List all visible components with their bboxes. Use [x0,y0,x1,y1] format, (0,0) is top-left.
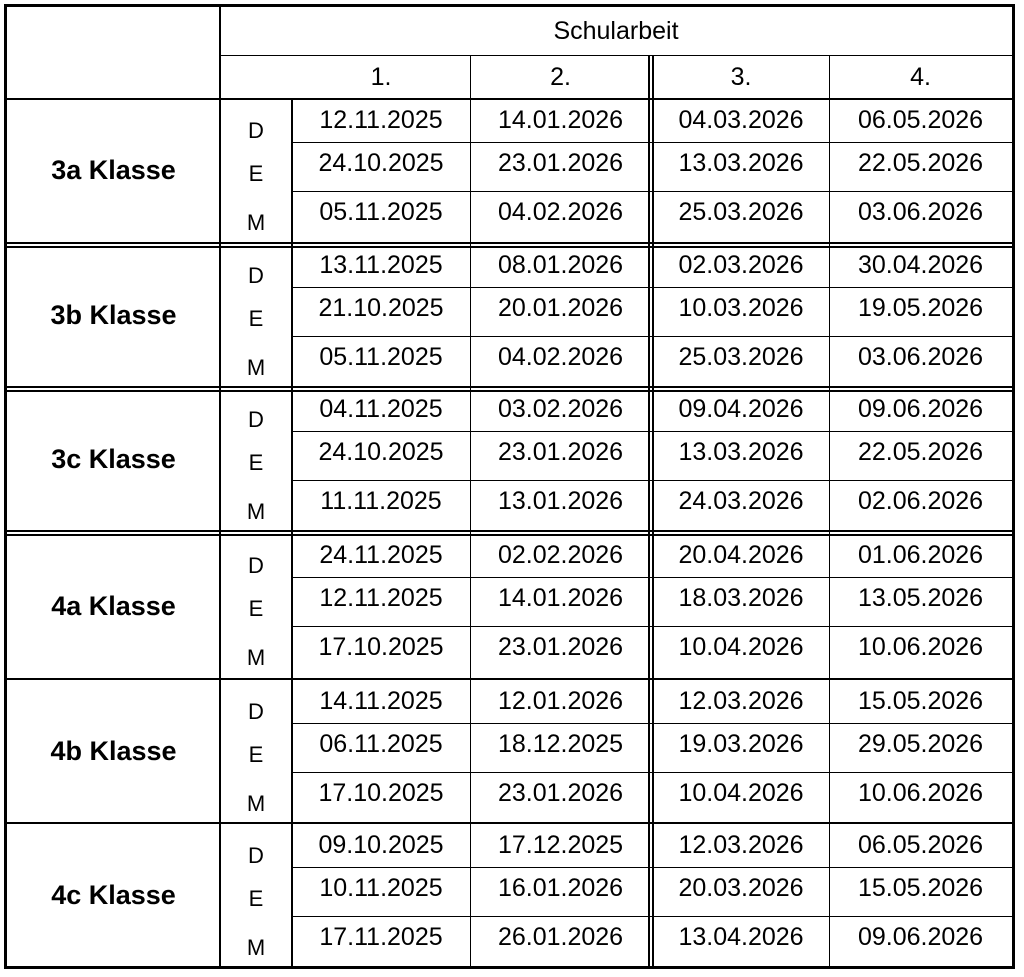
subject-label: M [246,499,266,524]
exam-date: 23.01.2026 [497,438,624,466]
class-name: 3b Klasse [50,299,177,330]
exam-date: 12.11.2025 [319,584,443,612]
exam-date: 12.01.2026 [497,687,624,715]
grid-line [291,99,293,966]
exam-date: 06.05.2026 [857,106,984,134]
exam-date: 23.01.2026 [497,633,624,661]
subject-label: E [248,450,264,475]
exam-date: 24.11.2025 [319,541,443,569]
grid-line [220,55,1012,56]
exam-date: 12.03.2026 [678,687,804,715]
exam-date: 16.01.2026 [497,874,624,902]
exam-date: 19.05.2026 [857,294,984,322]
exam-date: 18.12.2025 [497,730,624,758]
header-column-3: 3. [730,62,752,91]
exam-date: 20.01.2026 [497,294,624,322]
exam-date: 13.05.2026 [857,584,984,612]
exam-date: 17.12.2025 [497,831,624,859]
exam-date: 13.01.2026 [497,487,624,515]
subject-label: E [248,886,264,911]
exam-date: 03.06.2026 [857,343,984,371]
exam-date: 10.04.2026 [678,779,804,807]
exam-date: 24.10.2025 [318,438,444,466]
grid-line [652,55,654,966]
class-name: 4a Klasse [51,590,176,621]
subject-label: M [246,355,266,380]
exam-date: 01.06.2026 [857,541,984,569]
exam-date: 10.03.2026 [678,294,804,322]
class-name: 3c Klasse [51,443,176,474]
exam-date: 04.02.2026 [497,343,624,371]
header-title: Schularbeit [553,16,679,45]
subject-label: D [248,553,264,578]
subject-label: M [246,935,266,960]
exam-date: 14.01.2026 [497,584,624,612]
subject-label: D [248,699,264,724]
exam-date: 26.01.2026 [497,923,624,951]
grid-line [829,55,830,966]
exam-date: 15.05.2026 [857,687,984,715]
header-column-1: 1. [370,62,392,91]
exam-date: 24.10.2025 [318,149,444,177]
grid-line [4,4,7,969]
exam-date: 05.11.2025 [319,343,443,371]
exam-date: 20.03.2026 [678,874,804,902]
exam-date: 09.06.2026 [857,923,984,951]
subject-label: E [248,742,264,767]
exam-date: 30.04.2026 [857,251,984,279]
exam-date: 15.05.2026 [857,874,984,902]
exam-date: 06.11.2025 [319,730,443,758]
subject-label: M [246,210,266,235]
exam-date: 10.06.2026 [857,633,984,661]
exam-date: 13.04.2026 [678,923,804,951]
exam-date: 08.01.2026 [497,251,624,279]
exam-date: 10.04.2026 [678,633,804,661]
subject-label: M [246,791,266,816]
exam-date: 03.02.2026 [497,395,624,423]
subject-label: E [248,161,264,186]
exam-date: 10.11.2025 [319,874,443,902]
subject-label: D [248,118,264,143]
class-name: 4b Klasse [50,735,177,766]
grid-line [7,98,1012,100]
exam-date: 25.03.2026 [678,343,804,371]
exam-date: 09.04.2026 [678,395,804,423]
exam-date: 22.05.2026 [857,149,984,177]
grid-line [648,55,650,966]
grid-line [470,55,471,966]
exam-date: 04.02.2026 [497,198,624,226]
exam-date: 23.01.2026 [497,779,624,807]
exam-date: 18.03.2026 [678,584,804,612]
subject-label: M [246,645,266,670]
class-name: 4c Klasse [51,879,176,910]
grid-line [1012,4,1015,969]
grid-line [219,7,221,966]
exam-date: 12.03.2026 [678,831,804,859]
grid-line [4,966,1015,969]
exam-date: 21.10.2025 [318,294,444,322]
grid-line [7,530,1012,532]
exam-date: 25.03.2026 [678,198,804,226]
exam-date: 29.05.2026 [857,730,984,758]
exam-date: 14.01.2026 [497,106,624,134]
exam-date: 05.11.2025 [319,198,443,226]
exam-date: 03.06.2026 [857,198,984,226]
exam-date: 23.01.2026 [497,149,624,177]
grid-line [4,4,1015,7]
subject-label: D [248,407,264,432]
exam-date: 19.03.2026 [678,730,804,758]
exam-date: 17.10.2025 [318,633,444,661]
exam-date: 24.03.2026 [678,487,804,515]
exam-date: 13.03.2026 [678,149,804,177]
header-column-2: 2. [550,62,571,91]
exam-date: 04.11.2025 [319,395,443,423]
exam-date: 09.10.2025 [318,831,444,859]
header-column-4: 4. [910,62,931,91]
exam-date: 14.11.2025 [319,687,443,715]
exam-date: 10.06.2026 [857,779,984,807]
exam-date: 02.03.2026 [678,251,804,279]
exam-date: 09.06.2026 [857,395,984,423]
exam-date: 11.11.2025 [320,487,442,515]
exam-date: 20.04.2026 [678,541,804,569]
subject-label: D [248,843,264,868]
exam-date: 17.11.2025 [319,923,443,951]
class-name: 3a Klasse [51,155,176,185]
subject-label: D [248,263,264,288]
exam-date: 06.05.2026 [857,831,984,859]
exam-date: 04.03.2026 [678,106,804,134]
exam-date: 13.11.2025 [319,251,443,279]
subject-label: E [248,596,264,621]
exam-date: 12.11.2025 [319,106,443,134]
exam-date: 17.10.2025 [318,779,444,807]
exam-date: 22.05.2026 [857,438,984,466]
exam-date: 02.02.2026 [497,541,624,569]
exam-date: 13.03.2026 [678,438,804,466]
exam-date: 02.06.2026 [857,487,984,515]
subject-label: E [248,306,264,331]
